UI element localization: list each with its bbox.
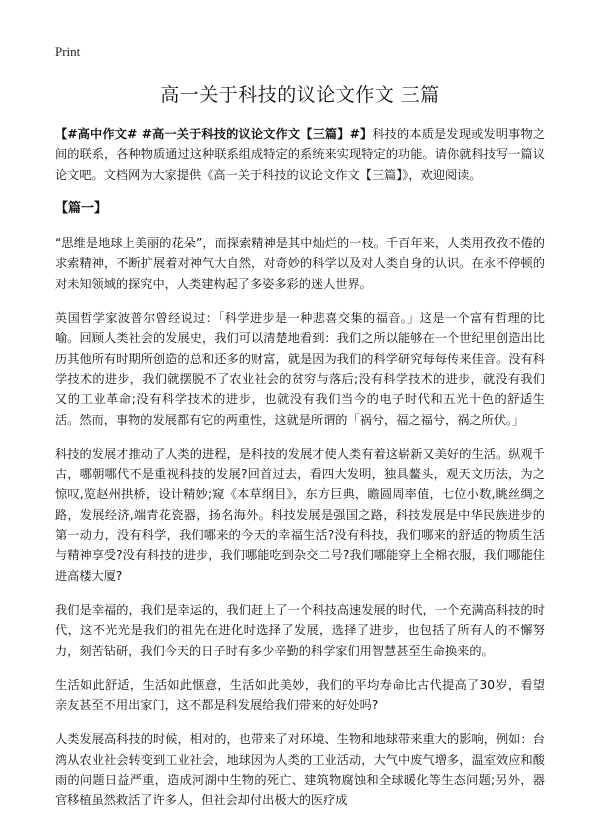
paragraph-3: 科技的发展才推动了人类的进程，是科技的发展才使人类有着这崭新又美好的生活。纵观千古，哪朝哪代不是重视科技的发展?回首过去，看四大发明，独具鳌头，观天文历法，为之惊叹,览赵州拱桥，设计精妙;窥《本草纲目》，东方巨典，瞻圆周率值，七位小数,眺丝绸之路，发展经济,端青花瓷器，扬名海外。科技发展是强国之路，科技发展是中华民族进步的第一动力，没有科学，我们哪来的今天的幸福生活?没有科技，我们哪来的舒适的物质生活与精神享受?没有科技的进步，我们哪能吃到杂交二号?我们哪能穿上全棉衣服，我们哪能住进高楼大厦? — [55, 446, 545, 583]
paragraph-5: 生活如此舒适，生活如此惬意，生活如此美妙，我们的平均寿命比古代提高了30岁，看望亲友甚至不用出家门，这不都是科发展给我们带来的好处吗? — [55, 677, 545, 713]
paragraph-6: 人类发展高科技的时候，相对的，也带来了对环境、生物和地球带来重大的影响，例如：台湾从农业社会转变到工业社会，地球因为人类的工业活动，大气中废气增多，温室效应和酸雨的问题日益严重，造成河湖中生物的死亡、建筑物腐蚀和全球暖化等生态问题;另外，器官移植虽然救活了许多人，但社会却付出极大的医疗成 — [55, 732, 545, 808]
article-body — [55, 124, 545, 825]
intro-paragraph — [55, 124, 545, 185]
print-link[interactable]: Print — [55, 44, 81, 59]
intro-text: 科技的本质是发现或发明事物之间的联系，各种物质通过这种联系组成特定的系统来实现特定的功能。请你就科技写一篇议论文吧。文档网为大家提供《高一关于科技的议论文作文【三篇】》，欢迎阅读。 — [55, 127, 546, 182]
intro-tag: 【#高中作文# #高一关于科技的议论文作文【三篇】#】 — [55, 127, 373, 141]
paragraph-2: 英国哲学家波普尔曾经说过：「科学进步是一种悲喜交集的福音。」这是一个富有哲理的比喻。回顾人类社会的发展史，我们可以清楚地看到：我们之所以能够在一个世纪里创造出比历其他所有时期所创造的总和还多的财富，就是因为我们的科学研究每每传来佳音。没有科学技术的进步，我们就摆脱不了农业社会的贫穷与落后;没有科学技术的进步，就没有我们又的工业革命;没有科学技术的进步，也就没有我们当今的电子时代和五光十色的舒适生活。然而，事物的发展都有它的两重性，这就是所谓的「祸兮，福之福兮，祸之所伏。」 — [55, 311, 545, 427]
page-title: 高一关于科技的议论文作文 三篇 — [160, 84, 440, 106]
paragraph-1: “思维是地球上美丽的花朵”，而探索精神是其中灿烂的一枝。千百年来，人类用孜孜不倦的求索精神，不断扩展着对神气大自然，对奇妙的科学以及对人类自身的认识。在永不停顿的对未知领域的探究中，人类建构起了多姿多彩的迷人世界。 — [55, 236, 545, 291]
paragraph-4: 我们是幸福的，我们是幸运的，我们赶上了一个科技高速发展的时代，一个充满高科技的时代，这不光光是我们的祖先在进化时选择了发展，选择了进步，也包括了所有人的不懈努力，刻苦钻研，我们今天的日子时有多少辛勤的科学家们用智慧甚至生命换来的。 — [55, 602, 545, 658]
section-heading: 【篇一】 — [55, 200, 108, 216]
